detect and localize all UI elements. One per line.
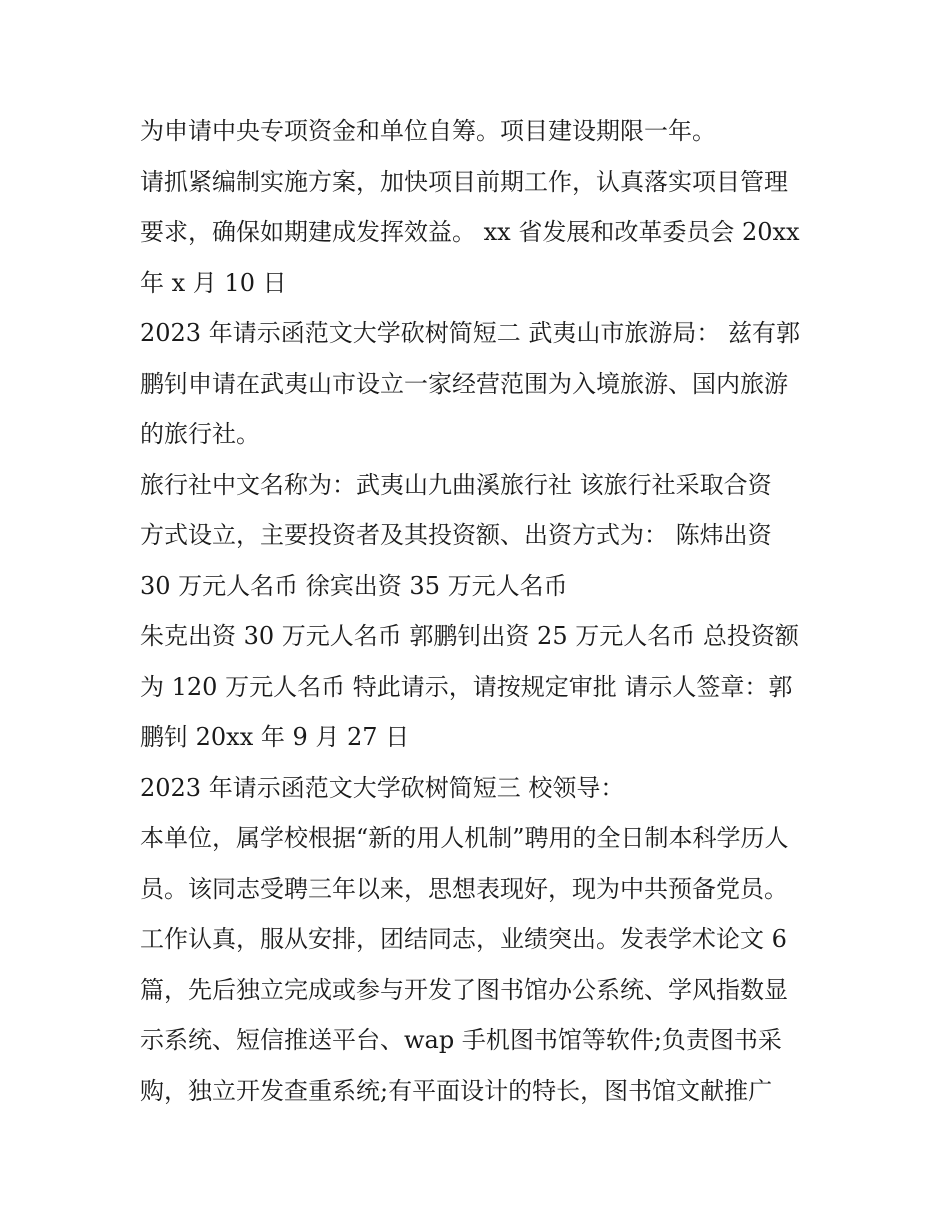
text-line: 鹏钊 20xx 年 9 月 27 日	[140, 723, 410, 751]
text-line: 鹏钊申请在武夷山市设立一家经营范围为入境旅游、国内旅游	[140, 369, 788, 398]
text-line: 为申请中央专项资金和单位自筹。项目建设期限一年。	[140, 117, 716, 145]
text-line: 年 x 月 10 日	[140, 268, 287, 297]
text-line: 的旅行社。	[140, 420, 260, 448]
text-line: 要求，确保如期建成发挥效益。 xx 省发展和改革委员会 20xx	[140, 218, 800, 246]
text-line: 2023 年请示函范文大学砍树简短二 武夷山市旅游局： 兹有郭	[140, 319, 800, 347]
text-line: 请抓紧编制实施方案，加快项目前期工作，认真落实项目管理	[140, 167, 788, 196]
text-line: 购，独立开发查重系统;有平面设计的特长，图书馆文献推广	[140, 1076, 773, 1105]
text-line: 本单位，属学校根据“新的用人机制”聘用的全日制本科学历人	[140, 824, 789, 852]
text-line: 朱克出资 30 万元人名币 郭鹏钊出资 25 万元人名币 总投资额	[140, 622, 799, 650]
text-line: 为 120 万元人名币 特此请示，请按规定审批 请示人签章：郭	[140, 672, 793, 701]
text-line: 方式设立，主要投资者及其投资额、出资方式为： 陈炜出资	[140, 521, 772, 549]
text-line: 篇，先后独立完成或参与开发了图书馆办公系统、学风指数显	[140, 975, 788, 1004]
text-line: 员。该同志受聘三年以来，思想表现好，现为中共预备党员。	[140, 874, 788, 903]
text-line: 旅行社中文名称为：武夷山九曲溪旅行社 该旅行社采取合资	[140, 470, 772, 499]
text-line: 示系统、短信推送平台、wap 手机图书馆等软件;负责图书采	[140, 1026, 782, 1054]
text-line: 2023 年请示函范文大学砍树简短三 校领导：	[140, 773, 625, 802]
text-line: 30 万元人名币 徐宾出资 35 万元人名币	[140, 571, 568, 600]
text-line: 工作认真，服从安排，团结同志，业绩突出。发表学术论文 6	[140, 925, 787, 953]
document-body	[140, 106, 820, 1116]
